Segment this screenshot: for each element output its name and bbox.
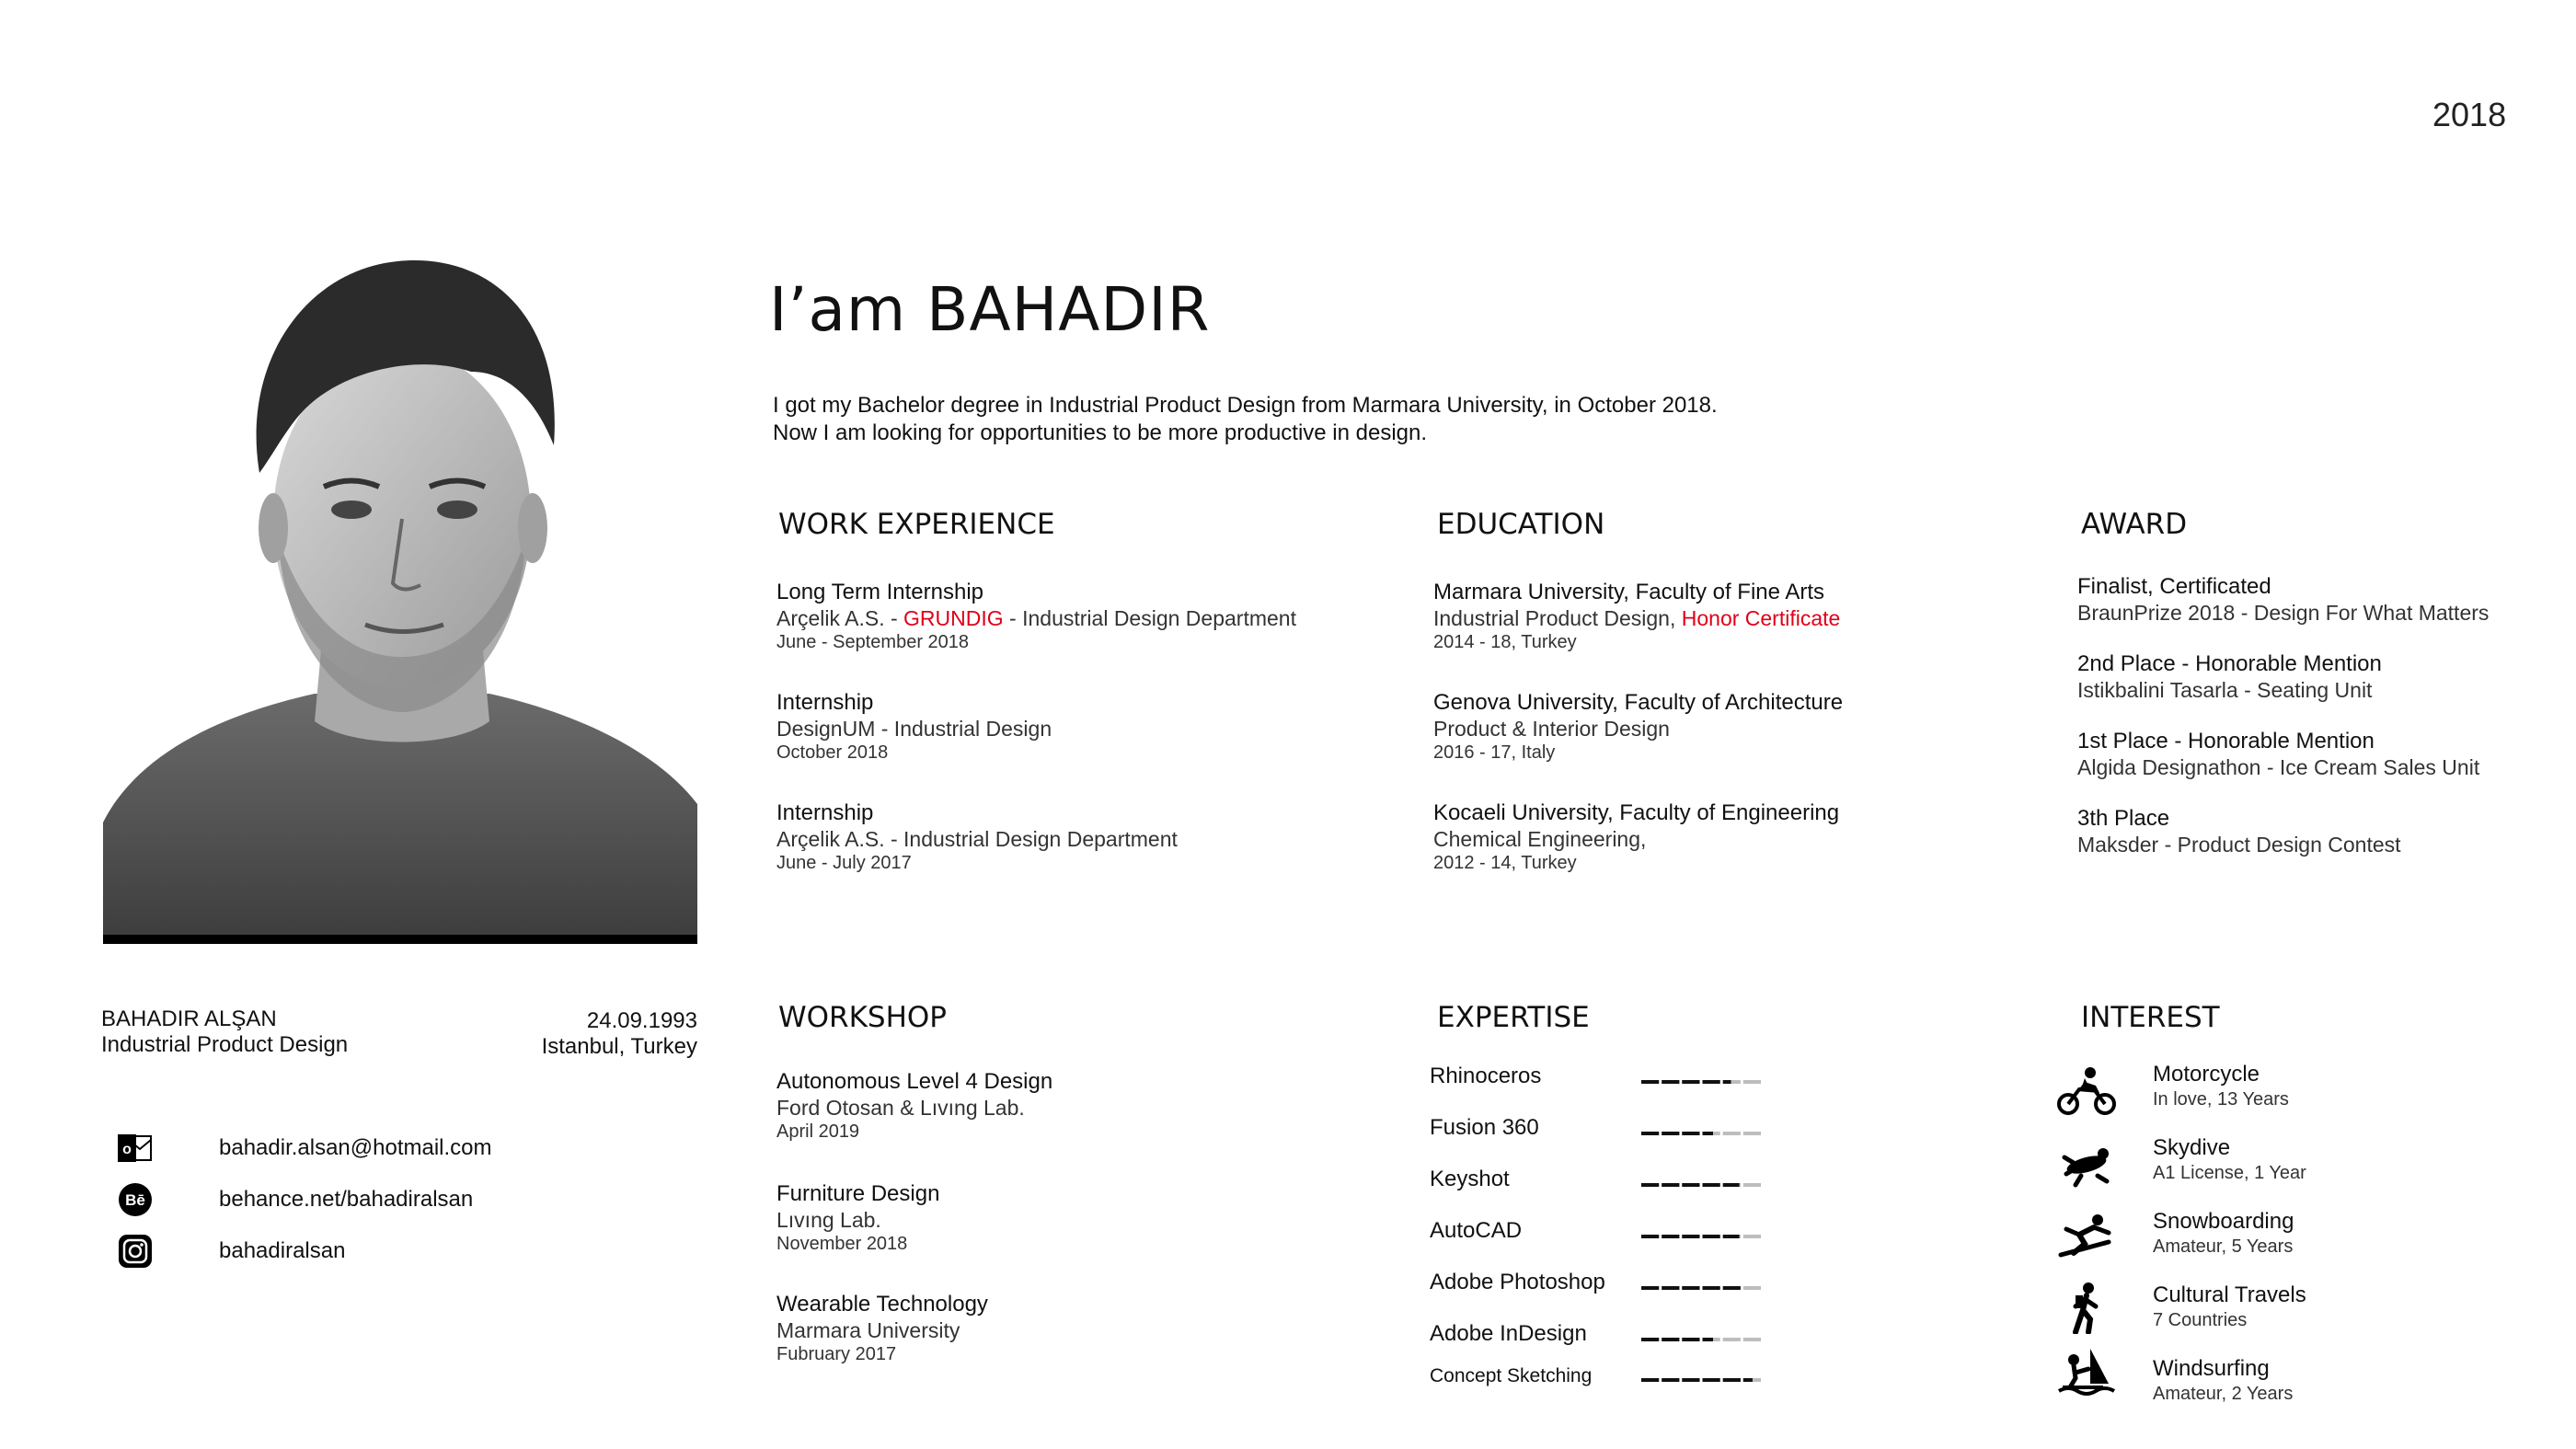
award-item-title: Finalist, Certificated bbox=[2077, 574, 2271, 599]
page-title: I’am BAHADIR bbox=[769, 274, 1211, 345]
workshop-item bbox=[776, 1181, 939, 1255]
workshop-heading: WORKSHOP bbox=[778, 1001, 948, 1034]
profile-photo bbox=[103, 234, 697, 944]
intro-line: I got my Bachelor degree in Industrial Product Design from Marmara University, in October 2018. bbox=[773, 393, 1718, 418]
award-item-sub: Maksder - Product Design Contest bbox=[2077, 833, 2401, 857]
award-item bbox=[2077, 729, 2479, 780]
award-item bbox=[2077, 651, 2382, 703]
skill-name: Adobe Photoshop bbox=[1430, 1270, 1605, 1294]
contact-behance[interactable] bbox=[118, 1181, 473, 1218]
skill-level-bar bbox=[1641, 1183, 1761, 1187]
award-item-title: 3th Place bbox=[2077, 806, 2170, 831]
skill-name: Concept Sketching bbox=[1430, 1365, 1593, 1386]
workshop-item-date: April 2019 bbox=[776, 1121, 860, 1142]
education-item bbox=[1433, 580, 1840, 653]
work-item-title: Internship bbox=[776, 690, 874, 715]
education-item-highlight: Honor Certificate bbox=[1681, 606, 1841, 630]
contact-text: bahadir.alsan@hotmail.com bbox=[219, 1135, 492, 1160]
birth-date: 24.09.1993 bbox=[586, 1008, 697, 1033]
work-item bbox=[776, 690, 1052, 764]
interest-heading: INTEREST bbox=[2081, 1001, 2220, 1034]
work-item-highlight: GRUNDIG bbox=[903, 606, 1004, 630]
skill-name: AutoCAD bbox=[1430, 1218, 1523, 1243]
person-name: BAHADIR ALŞAN bbox=[101, 1006, 277, 1031]
work-item-sub: Arçelik A.S. - Industrial Design Department bbox=[776, 827, 1178, 851]
hiker-icon bbox=[2057, 1282, 2116, 1334]
contact-instagram[interactable] bbox=[118, 1233, 345, 1270]
skill-level-bar bbox=[1641, 1338, 1761, 1341]
contact-email[interactable] bbox=[118, 1130, 492, 1167]
interest-sub: Amateur, 5 Years bbox=[2153, 1236, 2294, 1257]
skill-level-bar bbox=[1641, 1235, 1761, 1238]
skydive-icon bbox=[2057, 1139, 2116, 1190]
work-item bbox=[776, 800, 1178, 874]
interest-title: Skydive bbox=[2153, 1135, 2231, 1160]
svg-text:o: o bbox=[122, 1142, 132, 1157]
skill-level-bar bbox=[1641, 1286, 1761, 1290]
skill-level-bar bbox=[1641, 1378, 1761, 1382]
workshop-item-title: Furniture Design bbox=[776, 1181, 940, 1206]
skill-name: Adobe InDesign bbox=[1430, 1321, 1587, 1346]
interest-title: Motorcycle bbox=[2153, 1062, 2260, 1087]
workshop-item-date: Fubruary 2017 bbox=[776, 1344, 897, 1364]
work-experience-heading: WORK EXPERIENCE bbox=[778, 508, 1055, 541]
skill-name: Rhinoceros bbox=[1430, 1064, 1542, 1088]
year-label: 2018 bbox=[2432, 96, 2507, 133]
award-item-sub: Algida Designathon - Ice Cream Sales Unit bbox=[2077, 755, 2480, 779]
work-item-date: October 2018 bbox=[776, 742, 889, 763]
interest-sub: 7 Countries bbox=[2153, 1310, 2248, 1330]
workshop-item-sub: Marmara University bbox=[776, 1318, 960, 1342]
award-item-sub: BraunPrize 2018 - Design For What Matters bbox=[2077, 601, 2490, 625]
workshop-item-title: Wearable Technology bbox=[776, 1292, 988, 1317]
motorcycle-icon bbox=[2057, 1065, 2116, 1117]
expertise-heading: EXPERTISE bbox=[1437, 1001, 1590, 1034]
contact-text: behance.net/bahadiralsan bbox=[219, 1187, 474, 1212]
education-heading: EDUCATION bbox=[1437, 508, 1605, 541]
interest-sub: A1 License, 1 Year bbox=[2153, 1163, 2306, 1183]
education-item-sub: Product & Interior Design bbox=[1433, 717, 1670, 741]
outlook-icon bbox=[118, 1131, 153, 1166]
interest-title: Snowboarding bbox=[2153, 1209, 2294, 1234]
skill-name: Fusion 360 bbox=[1430, 1115, 1539, 1140]
svg-text:Bē: Bē bbox=[125, 1191, 145, 1209]
city: Istanbul, Turkey bbox=[541, 1034, 697, 1059]
workshop-item bbox=[776, 1069, 1052, 1143]
work-item-sub: DesignUM - Industrial Design bbox=[776, 717, 1052, 741]
education-item-date: 2014 - 18, Turkey bbox=[1433, 632, 1577, 652]
intro-line: Now I am looking for opportunities to be more productive in design. bbox=[773, 420, 1428, 445]
behance-icon bbox=[118, 1182, 153, 1217]
education-item bbox=[1433, 800, 1839, 874]
award-item-title: 2nd Place - Honorable Mention bbox=[2077, 651, 2382, 676]
skill-name: Keyshot bbox=[1430, 1167, 1510, 1191]
instagram-icon bbox=[118, 1234, 153, 1269]
education-item-program: Industrial Product Design, bbox=[1433, 606, 1682, 630]
person-role: Industrial Product Design bbox=[101, 1032, 349, 1057]
education-item bbox=[1433, 690, 1843, 764]
education-item-title: Kocaeli University, Faculty of Engineering bbox=[1433, 800, 1840, 825]
education-item-date: 2012 - 14, Turkey bbox=[1433, 853, 1577, 873]
award-item-title: 1st Place - Honorable Mention bbox=[2077, 729, 2375, 753]
workshop-item bbox=[776, 1292, 988, 1365]
skill-level-bar bbox=[1641, 1132, 1761, 1135]
work-item-date: June - September 2018 bbox=[776, 632, 970, 652]
work-item-date: June - July 2017 bbox=[776, 853, 912, 873]
work-item-title: Long Term Internship bbox=[776, 580, 984, 604]
workshop-item-date: November 2018 bbox=[776, 1234, 908, 1254]
skill-level-bar bbox=[1641, 1080, 1761, 1084]
education-item-date: 2016 - 17, Italy bbox=[1433, 742, 1556, 763]
photo-underline bbox=[103, 935, 697, 944]
workshop-item-sub: Ford Otosan & Lıvıng Lab. bbox=[776, 1096, 1025, 1120]
education-item-sub bbox=[1433, 605, 1840, 631]
intro-text bbox=[773, 392, 1718, 447]
work-item-title: Internship bbox=[776, 800, 874, 825]
work-item-sub bbox=[776, 605, 1296, 631]
education-item-sub: Chemical Engineering, bbox=[1433, 827, 1647, 851]
work-item-department: - Industrial Design Department bbox=[1003, 606, 1296, 630]
workshop-item-title: Autonomous Level 4 Design bbox=[776, 1069, 1053, 1094]
education-item-title: Genova University, Faculty of Architecture bbox=[1433, 690, 1844, 715]
workshop-item-sub: Lıvıng Lab. bbox=[776, 1208, 881, 1232]
interest-title: Windsurfing bbox=[2153, 1356, 2270, 1381]
work-item bbox=[776, 580, 1296, 653]
interest-sub: Amateur, 2 Years bbox=[2153, 1384, 2294, 1404]
work-item-company: Arçelik A.S. - bbox=[776, 606, 904, 630]
education-item-title: Marmara University, Faculty of Fine Arts bbox=[1433, 580, 1824, 604]
contact-text: bahadiralsan bbox=[219, 1238, 346, 1263]
snowboard-icon bbox=[2057, 1213, 2116, 1264]
award-item bbox=[2077, 574, 2489, 626]
award-item bbox=[2077, 806, 2401, 857]
windsurf-icon bbox=[2057, 1347, 2116, 1398]
interest-sub: In love, 13 Years bbox=[2153, 1089, 2289, 1110]
interest-title: Cultural Travels bbox=[2153, 1282, 2306, 1307]
award-heading: AWARD bbox=[2081, 508, 2188, 541]
award-item-sub: Istikbalini Tasarla - Seating Unit bbox=[2077, 678, 2373, 702]
